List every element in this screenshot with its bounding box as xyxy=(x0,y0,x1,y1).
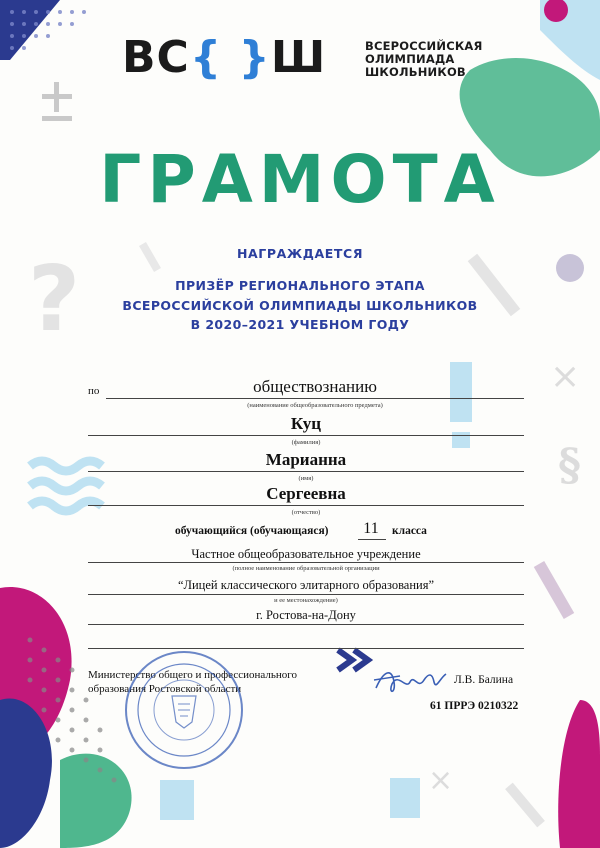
awarded-heading: НАГРАЖДАЕТСЯ xyxy=(236,246,364,261)
navy-shape-top-left xyxy=(0,0,60,60)
ministry-line1: Министерство общего и профессионального xyxy=(88,669,297,681)
serial-number: 61 ПРРЭ 0210322 xyxy=(430,700,519,712)
certificate-title: ГРАМОТА xyxy=(99,141,501,218)
student-prefix: обучающийся (обучающаяся) xyxy=(175,525,329,537)
logo-text-line: ОЛИМПИАДА xyxy=(365,52,455,66)
org-line1: Частное общеобразовательное учреждение xyxy=(191,547,421,561)
logo-text-line: ШКОЛЬНИКОВ xyxy=(365,65,466,79)
city-value: г. Ростова-на-Дону xyxy=(256,608,356,622)
org-caption: (полное наименование образовательной организации xyxy=(232,565,380,572)
location-caption: и ее местонахождение) xyxy=(274,597,338,604)
official-stamp xyxy=(122,648,246,772)
logo-text-line: ВСЕРОССИЙСКАЯ xyxy=(365,39,483,53)
prize-line: ВСЕРОССИЙСКОЙ ОЛИМПИАДЫ ШКОЛЬНИКОВ xyxy=(122,297,478,313)
section-icon-right: § xyxy=(558,440,582,491)
sky-square-bottom xyxy=(160,780,194,820)
name-caption: (имя) xyxy=(298,475,314,482)
po-label: по xyxy=(88,385,100,397)
city-underline xyxy=(88,624,524,625)
name-value: Марианна xyxy=(265,450,347,469)
navy-chevrons-right xyxy=(338,650,368,670)
prize-line: ПРИЗЁР РЕГИОНАЛЬНОГО ЭТАПА xyxy=(175,278,425,293)
question-mark-icon: ? xyxy=(28,247,81,352)
magenta-blob-bottom-right xyxy=(558,700,600,848)
subject-value: обществознанию xyxy=(253,377,377,396)
signature xyxy=(370,660,450,704)
org-line2: “Лицей классического элитарного образования” xyxy=(177,578,435,592)
times-icon-right: × xyxy=(550,356,581,397)
logo-text xyxy=(365,40,483,79)
grade-underline xyxy=(358,539,386,540)
mint-blob-bottom-left xyxy=(60,754,132,848)
patronymic-underline xyxy=(88,505,524,506)
patronymic-caption: (отчество) xyxy=(291,509,321,516)
signer-name: Л.В. Балина xyxy=(454,674,514,686)
sky-square-bottom-right xyxy=(390,778,420,818)
patronymic-value: Сергеевна xyxy=(266,484,346,503)
plus-minus-icon xyxy=(42,82,72,121)
subject-caption: (наименование общеобразовательного предмета) xyxy=(247,402,383,409)
prize-line: В 2020–2021 УЧЕБНОМ ГОДУ xyxy=(190,317,410,332)
grade-suffix: класса xyxy=(392,525,427,537)
lavender-bar-right xyxy=(534,561,574,619)
prize-description xyxy=(0,276,600,335)
org-underline1 xyxy=(88,562,524,563)
surname-underline xyxy=(88,435,524,436)
org-underline2 xyxy=(88,594,524,595)
gray-slash-bottom xyxy=(505,783,545,828)
times-icon-bottom: × xyxy=(428,763,454,798)
logo-mark: ВС{ }Ш xyxy=(122,32,327,83)
surname-caption: (фамилия) xyxy=(291,439,321,446)
olympiad-logo xyxy=(122,32,327,83)
surname-value: Куц xyxy=(290,414,322,433)
name-underline xyxy=(88,471,524,472)
subject-underline xyxy=(106,398,524,399)
grade-value: 11 xyxy=(363,520,379,537)
ministry-line2: образования Ростовской области xyxy=(88,683,242,695)
